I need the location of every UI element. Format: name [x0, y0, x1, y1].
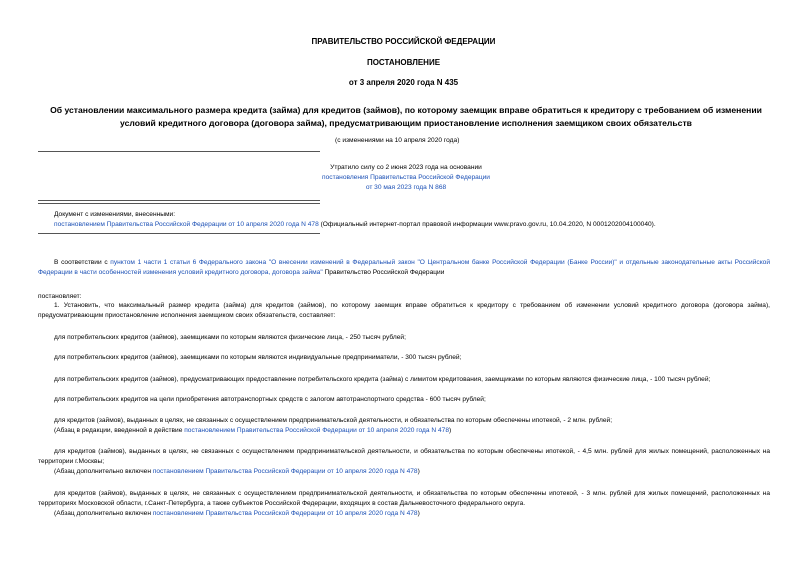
list-item: для потребительских кредитов (займов), заемщиками по которым являются физические лица, - 250 тысяч рублей; — [54, 334, 406, 341]
basis-post: Правительство Российской Федерации — [322, 269, 445, 276]
note-prefix: (Абзац дополнительно включен — [54, 468, 153, 475]
amended-by-link[interactable]: постановлением Правительства Российской Федерации от 10 апреля 2020 года N 478 — [54, 221, 319, 228]
list-item: для кредитов (займов), выданных в целях, не связанных с осуществлением предпринимательской деятельности, и обязательства по которым обеспечены ипотекой, - 2 млн. рублей; — [54, 417, 613, 424]
basis-pre: В соответствии с — [54, 259, 111, 266]
added-note — [54, 467, 420, 477]
amended-by-publication: (Официальный интернет-портал правовой информации www.pravo.gov.ru, 10.04.2020, N 0001202004100040). — [318, 221, 656, 228]
divider — [38, 233, 320, 234]
document-date-number: от 3 апреля 2020 года N 435 — [348, 78, 459, 87]
note-close: ) — [417, 468, 420, 475]
expired-link-2[interactable]: от 30 мая 2023 года N 868 — [365, 184, 447, 191]
note-link[interactable]: постановлением Правительства Российской Федерации от 10 апреля 2020 года N 478 — [152, 510, 418, 517]
expired-note — [240, 163, 572, 193]
list-item: для потребительских кредитов (займов), предусматривающих предоставление потребительского кредита (займа) с лимитом кредитования, заемщиками по которым являются физические лица, - 100 тысяч рублей; — [54, 376, 711, 383]
added-note — [54, 509, 420, 519]
divider — [38, 203, 320, 204]
edition-note — [54, 426, 451, 436]
list-item: для потребительских кредитов на цели приобретения автотранспортных средств с залогом автотранспортного средства - 600 тысяч рублей; — [54, 396, 486, 403]
document-type: ПОСТАНОВЛЕНИЕ — [366, 58, 441, 67]
note-close: ) — [449, 427, 452, 434]
government-name: ПРАВИТЕЛЬСТВО РОССИЙСКОЙ ФЕДЕРАЦИИ — [311, 37, 496, 46]
divider — [38, 151, 320, 152]
basis-law-link[interactable]: пунктом 1 части 1 статьи 6 Федерального закона "О внесении изменений в Федеральный закон "О Центральном банке Российской Федерации (Банке России)" и отдельные законодательные акты Российской Федерации в части особенностей изменения условий кредитного договора, договора займа" — [38, 259, 771, 276]
expired-text: Утратило силу со 2 июня 2023 года на основании — [330, 164, 482, 171]
list-item: для потребительских кредитов (займов), заемщиками по которым являются индивидуальные предприниматели, - 300 тысяч рублей; — [54, 354, 462, 361]
list-item: для кредитов (займов), выданных в целях, не связанных с осуществлением предпринимательской деятельности, и обязательства по которым обеспечены ипотекой, - 3 млн. рублей для жилых помещений, расположенных на территориях Московской области, г.Санкт-Петербурга, а также субъектов Российской Федерации, входящих в состав Дальневосточного федерального округа. — [38, 490, 770, 507]
amended-by-block — [54, 210, 774, 230]
note-link[interactable]: постановлением Правительства Российской Федерации от 10 апреля 2020 года N 478 — [152, 468, 418, 475]
note-prefix: (Абзац дополнительно включен — [54, 510, 153, 517]
expired-link-1[interactable]: постановления Правительства Российской Федерации — [322, 174, 490, 181]
document-title: Об установлении максимального размера кредита (займа) для кредитов (займов), по которому заемщик вправе обратиться к кредитору с требованием об изменении условий кредитного договора (договора займа), предусматривающим приостановление исполнения заемщиком своих обязательств — [50, 105, 762, 128]
note-close: ) — [417, 510, 420, 517]
decrees-word: постановляет: — [38, 293, 82, 300]
amended-by-label: Документ с изменениями, внесенными: — [54, 211, 176, 218]
note-prefix: (Абзац в редакции, введенной в действие — [54, 427, 185, 434]
list-item: для кредитов (займов), выданных в целях, не связанных с осуществлением предпринимательской деятельности, и обязательства по которым обеспечены ипотекой, - 4,5 млн. рублей для жилых помещений, расположенных на территории г.Москвы; — [38, 448, 770, 465]
legal-basis — [38, 258, 770, 278]
amendment-note: (с изменениями на 10 апреля 2020 года) — [335, 137, 460, 144]
divider — [38, 200, 320, 201]
clause-1: 1. Установить, что максимальный размер кредита (займа) для кредитов (займов), по которому заемщик вправе обратиться к кредитору с требованием об изменении условий кредитного договора (договора займа), предусматривающим приостановление исполнения заемщиком своих обязательств, составляет: — [38, 302, 770, 319]
note-link[interactable]: постановлением Правительства Российской Федерации от 10 апреля 2020 года N 478 — [184, 427, 449, 434]
amended-by-source — [54, 220, 774, 230]
